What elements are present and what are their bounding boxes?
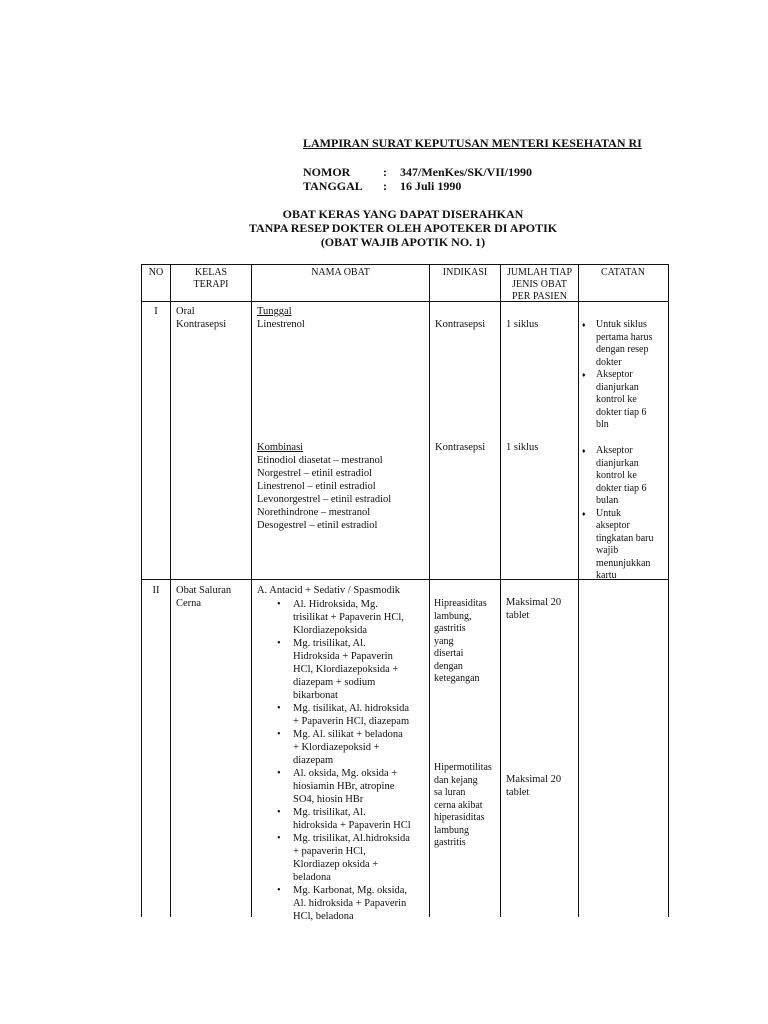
drug-name: Levonorgestrel – etinil estradiol [257, 494, 392, 505]
drug-name: Linestrenol – etinil estradiol [257, 481, 376, 492]
tanggal-value: 16 Juli 1990 [400, 179, 462, 193]
catatan-item: ♦ Untuk siklus pertama harus dengan resep dokter [588, 319, 652, 369]
drug-list [273, 598, 429, 923]
column-header-nama-obat: NAMA OBAT [311, 267, 370, 278]
drug-list-item: • Mg. trisilikat, Al.hidroksida + papaverin HCl, Klordiazep oksida + beladona [273, 832, 429, 884]
indikasi-cell: Kontrasepsi [435, 442, 486, 453]
drug-list-item: • Al. Hidroksida, Mg. trisilikat + Papaverin HCl, Klordiazepoksida [273, 598, 429, 637]
drug-name: Norethindrone – mestranol [257, 507, 371, 518]
column-divider [251, 265, 252, 917]
row-number: II [152, 585, 160, 596]
header-row-divider [142, 301, 668, 302]
column-divider [429, 265, 430, 917]
column-header-no: NO [148, 267, 164, 278]
column-divider [578, 265, 579, 917]
column-header-indikasi: INDIKASI [442, 267, 488, 278]
drug-name: Desogestrel – etinil estradiol [257, 520, 378, 531]
jumlah-cell: Maksimal 20 tablet [506, 597, 562, 621]
subtitle-line-3: (OBAT WAJIB APOTIK NO. 1) [320, 235, 486, 249]
catatan-list [588, 319, 652, 432]
column-divider [500, 265, 501, 917]
drug-table [141, 264, 669, 922]
drug-list-item: • Mg. tisilikat, Al. hidroksida + Papaverin HCl, diazepam [273, 702, 429, 728]
drug-list-item: • Mg. trisilikat, Al. Hidroksida + Papaverin HCl, Klordiazepoksida + diazepam + sodium bikarbonat [273, 637, 429, 702]
tanggal-label: TANGGAL [303, 179, 363, 193]
catatan-item: ♦ Akseptor dianjurkan kontrol ke dokter tiap 6 bln [588, 369, 652, 432]
column-divider [170, 265, 171, 917]
jumlah-cell: Maksimal 20 tablet [506, 774, 562, 798]
column-header-kelas-terapi: KELAS TERAPI [193, 267, 229, 290]
catatan-item: ♦ Akseptor dianjurkan kontrol ke dokter tiap 6 bulan [588, 445, 653, 508]
row-number: I [154, 306, 158, 317]
kelas-terapi-cell: Oral Kontrasepsi [176, 306, 227, 330]
subtitle-line-2: TANPA RESEP DOKTER OLEH APOTEKER DI APOTIK [248, 221, 558, 235]
nomor-colon: : [383, 165, 387, 179]
column-header-jumlah: JUMLAH TIAP JENIS OBAT PER PASIEN [506, 267, 573, 302]
jumlah-cell: 1 siklus [506, 442, 539, 453]
drug-name: Norgestrel – etinil estradiol [257, 468, 372, 479]
column-header-catatan: CATATAN [601, 267, 645, 278]
drug-list-item: • Mg. Karbonat, Mg. oksida, Al. hidroksida + Papaverin HCl, beladona [273, 884, 429, 923]
drug-name: Etinodiol diasetat – mestranol [257, 455, 383, 466]
drug-list-item: • Mg. trisilikat, Al. hidroksida + Papaverin HCl [273, 806, 429, 832]
catatan-list [588, 445, 653, 583]
nomor-value: 347/MenKes/SK/VII/1990 [400, 165, 533, 179]
kombinasi-heading: Kombinasi [257, 442, 304, 453]
kelas-terapi-cell: Obat Saluran Cerna [176, 585, 232, 609]
indikasi-cell: Hipermotilitas dan kejang sa luran cerna akibat hiperasiditas lambung gastritis [434, 762, 492, 848]
nomor-label: NOMOR [303, 165, 351, 179]
catatan-item: ♦ Untuk akseptor tingkatan baru wajib menunjukkan kartu [588, 508, 653, 583]
drug-list-item: • Al. oksida, Mg. oksida + hiosiamin HBr, atropine SO4, hiosin HBr [273, 767, 429, 806]
drug-name: Linestrenol [257, 319, 305, 330]
tanggal-colon: : [383, 179, 387, 193]
tunggal-heading: Tunggal [257, 306, 292, 317]
indikasi-cell: Hipreasiditas lambung, gastritis yang disertai dengan ketegangan [434, 598, 487, 684]
indikasi-cell: Kontrasepsi [435, 319, 486, 330]
subtitle-line-1: OBAT KERAS YANG DAPAT DISERAHKAN [282, 207, 524, 221]
group-a-heading: A. Antacid + Sedativ / Spasmodik [257, 585, 400, 596]
jumlah-cell: 1 siklus [506, 319, 539, 330]
document-title: LAMPIRAN SURAT KEPUTUSAN MENTERI KESEHATAN RI [303, 136, 642, 150]
drug-list-item: • Mg. Al. silikat + beladona + Klordiazepoksid + diazepam [273, 728, 429, 767]
